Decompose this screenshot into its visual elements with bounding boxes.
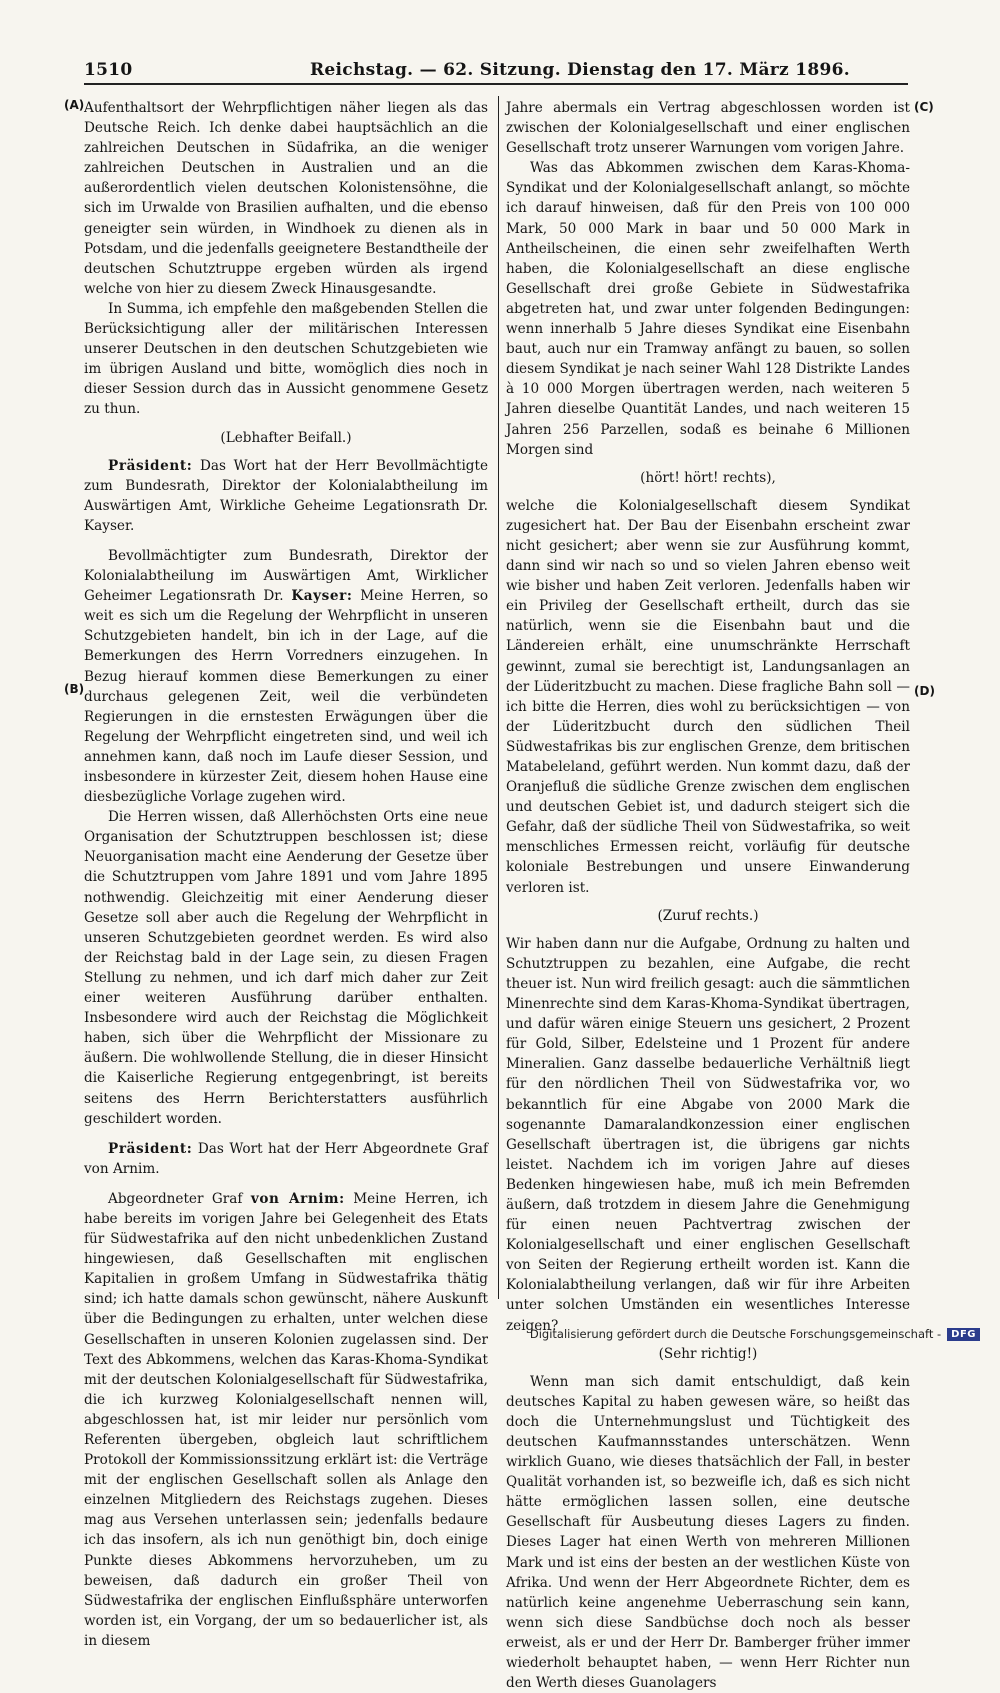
paragraph: Wir haben dann nur die Aufgabe, Ordnung zu halten und Schutztruppen zu bezahlen, eine Aufgabe, die recht theuer ist. Nun wird freilich gesagt: auch die sämmtlichen Minenrechte sind dem Karas-Khoma-Syndikat übertragen, und dafür wären einige Steuern uns gesichert, 2 Prozent für Gold, Silber, Edelsteine und 1 Prozent für andere Mineralien. Ganz dasselbe bedauerliche Verhältniß liegt für den nördlichen Theil von Südwestafrika vor, wo bekanntlich für eine Abgabe von 2000 Mark die sogenannte Damaralandkonzession einer englischen Gesellschaft übertragen ist, die übrigens gar nichts leistet. Nachdem ich im vorigen Jahre auf dieses Bedenken hingewiesen habe, muß ich mein Befremden äußern, daß trotzdem in diesem Jahre die Genehmigung für einen neuen Pachtvertrag zwischen der Kolonialgesellschaft und einer englischen Gesellschaft von Seiten der Regierung ertheilt worden ist. Kann die Kolonialabtheilung verlangen, daß wir für ihre Arbeiten unter solchen Umständen ein wesentliches Interesse zeigen? (506, 935, 910, 1334)
interjection-note: (hört! hört! rechts), (640, 469, 776, 486)
page-number: 1510 (84, 60, 133, 80)
paragraph: Wenn man sich damit entschuldigt, daß kein deutsches Kapital zu haben gewesen wäre, so heißt das doch die Unternehmungslust und Tüchtigkeit des deutschen Kaufmannsstandes unterschätzen. Wenn wirklich Guano, wie dieses thatsächlich der Fall, in bester Qualität vorhanden ist, so bezweifle ich, daß es sich nicht hätte ermöglichen lassen sollen, eine deutsche Gesellschaft für Ausbeutung dieses Lagers zu finden. Dieses Lager hat einen Werth von mehreren Millionen Mark und ist eins der besten an der westlichen Küste von Afrika. Und wenn der Herr Abgeordnete Richter, dem es natürlich keine angenehme Ueberraschung sein kann, wenn sich diese Sandbüchse doch noch als besser erweist, als er und der Herr Dr. Bamberger früher immer wiederholt behauptet haben, — wenn Herr Richter nun den Werth dieses Guanolagers (506, 1373, 910, 1692)
page-header (84, 56, 908, 82)
right-column (506, 98, 910, 1693)
speech-text: Meine Herren, ich habe bereits im vorigen Jahre bei Gelegenheit des Etats für Südwestafrika auf den nicht unbedenklichen Zustand hingewiesen, daß Gesellschaften mit englischen Kapitalien in großem Umfang in Südwestafrika thätig sind; ich hatte damals schon gewünscht, nähere Auskunft über die Bedingungen zu erhalten, unter welchen diese Gesellschaften in unseren Kolonien zugelassen sind. Der Text des Abkommens, welchen das Karas-Khoma-Syndikat mit der deutschen Kolonialgesellschaft für Südwestafrika, die ich kurzweg Kolonialgesellschaft nennen will, abgeschlossen hat, ist mir leider nur persönlich vom Referenten übergeben, obgleich laut schriftlichem Protokoll der Kommissionssitzung erklärt ist: die Verträge mit der englischen Gesellschaft sollen als Anlage den einzelnen Mitgliedern des Reichstags zugehen. Dieses mag aus Versehen unterlassen sein; jedenfalls bedaure ich das insofern, als ich nun genöthigt bin, doch einige Punkte dieses Abkommens hervorzuheben, um zu beweisen, daß dadurch ein großer Theil von Südwestafrika der englischen Einflußsphäre unterworfen worden ist, ein Vorgang, der um so bedauerlicher ist, als in diesem (84, 1190, 488, 1649)
margin-marker-c: (C) (914, 100, 934, 114)
speaker-name: Präsident: (108, 1140, 193, 1157)
margin-marker-d: (D) (914, 684, 935, 698)
speech-text: Meine Herren, so weit es sich um die Regelung der Wehrpflicht in unseren Schutzgebieten handelt, bin ich in der Lage, auf die Bemerkungen des Herrn Vorredners einzugehen. In Bezug hierauf kommen diese Bemerkungen zu einer durchaus gelegenen Zeit, weil die verbündeten Regierungen in die ernstesten Erwägungen über die Regelung der Wehrpflicht eingetreten sind, und weil ich annehmen kann, daß noch im Laufe dieser Session, und insbesondere in kürzester Zeit, diesem hohen Hause eine diesbezügliche Vorlage zugehen wird. (84, 588, 488, 806)
digitization-footer (530, 1324, 980, 1344)
speech-paragraph (84, 1139, 488, 1179)
interjection-note: (Zuruf rechts.) (657, 907, 759, 924)
applause-note: (Lebhafter Beifall.) (220, 429, 352, 446)
speaker-name: Präsident: (108, 457, 193, 474)
speaker-title: Abgeordneter Graf (108, 1190, 243, 1207)
speech-paragraph (84, 546, 488, 807)
paragraph: welche die Kolonialgesellschaft diesem Syndikat zugesichert hat. Der Bau der Eisenbahn erscheint zwar nicht gesichert; aber wenn sie zur Ausführung kommt, dann sind wir nach so und so vielen Jahren ebenso weit wie bisher und haben Zeit verloren. Jedenfalls haben wir ein Privileg der Gesellschaft ertheilt, durch das sie natürlich, wenn sie die Eisenbahn baut und die Ländereien erhält, eine unumschränkte Herrschaft gewinnt, zumal sie berechtigt ist, Landungsanlagen an der Lüderitzbucht zu machen. Diese fragliche Bahn soll — ich bitte die Herren, dies wohl zu berücksichtigen — von der Lüderitzbucht durch den südlichen Theil Südwestafrikas bis zur englischen Grenze, dem britischen Matabeleland, geführt werden. Nun kommt dazu, daß der Oranjefluß die südliche Grenze zwischen dem englischen und deutschen Gebiet ist, und dadurch steigert sich die Gefahr, daß der südliche Theil von Südwestafrika, so weit menschliches Ermessen reicht, vorläufig für deutsche koloniale Bestrebungen und unsere Einwanderung verloren ist. (506, 497, 910, 896)
left-column (84, 98, 488, 1651)
paragraph: Jahre abermals ein Vertrag abgeschlossen worden ist zwischen der Kolonialgesellschaft und einer englischen Gesellschaft trotz unserer Warnungen vom vorigen Jahre. (506, 100, 910, 157)
paragraph: Was das Abkommen zwischen dem Karas-Khoma-Syndikat und der Kolonialgesellschaft anlangt, so möchte ich darauf hinweisen, daß für den Preis von 100 000 Mark, 50 000 Mark in baar und 50 000 Mark in Antheilscheinen, die einen sehr zweifelhaften Werth haben, die Kolonialgesellschaft an diese englische Gesellschaft drei große Gebiete in Südwestafrika abgetreten hat, und zwar unter folgenden Bedingungen: wenn innerhalb 5 Jahre dieses Syndikat eine Eisenbahn baut, auch nur ein Tramway anfängt zu bauen, so sollen diesem Syndikat je nach seiner Wahl 128 Distrikte Landes à 10 000 Morgen übertragen werden, nach weiteren 5 Jahren dieselbe Quantität Landes, und nach weiteren 15 Jahren 256 Parzellen, sodaß es beinahe 6 Millionen Morgen sind (506, 160, 910, 458)
speech-paragraph (84, 456, 488, 536)
column-divider (498, 96, 499, 1299)
footer-text: Digitalisierung gefördert durch die Deutsche Forschungsgemeinschaft - (529, 1327, 942, 1341)
interjection-note: (Sehr richtig!) (658, 1345, 758, 1362)
speech-paragraph (84, 1189, 488, 1651)
paragraph: Aufenthaltsort der Wehrpflichtigen näher liegen als das Deutsche Reich. Ich denke dabei hauptsächlich an die zahlreichen Deutschen in Südafrika, an die weniger zahlreichen Deutschen in Australien und an die außerordentlich vielen deutschen Kolonistensöhne, die sich im Urwalde von Brasilien aufhalten, und die ebenso geneigter sein würden, in Windhoek zu dienen als in Potsdam, und die jedenfalls geeignetere Bestandtheile der deutschen Schutztruppe ergeben würden als irgend welche von hier zu diesem Zweck Hinausgesandte. (84, 100, 489, 297)
running-title: Reichstag. — 62. Sitzung. Dienstag den 17. März 1896. (310, 60, 850, 80)
speaker-title: Bevollmächtigter zum Bundesrath, Direktor der Kolonialabtheilung im Auswärtigen Amt, Wirklicher Geheimer Legationsrath Dr. (84, 547, 488, 605)
dfg-logo-icon: DFG (947, 1328, 980, 1341)
header-rule (84, 83, 908, 85)
paragraph: In Summa, ich empfehle den maßgebenden Stellen die Berücksichtigung aller der militärischen Interessen unserer Deutschen in den deutschen Schutzgebieten wie im übrigen Ausland und bitte, womöglich dies noch in dieser Session durch das in Aussicht genommene Gesetz zu thun. (84, 300, 488, 418)
speech-text: Das Wort hat der Herr Bevollmächtigte zum Bundesrath, Direktor der Kolonialabtheilung im Auswärtigen Amt, Wirkliche Geheime Legationsrath Dr. Kayser. (84, 457, 489, 534)
speech-text: Das Wort hat der Herr Abgeordnete Graf von Arnim. (84, 1140, 488, 1177)
speaker-name: von Arnim: (250, 1190, 345, 1207)
speaker-name: Kayser: (291, 588, 353, 605)
margin-marker-b: (B) (64, 682, 85, 696)
paragraph: Die Herren wissen, daß Allerhöchsten Orts eine neue Organisation der Schutztruppen beschlossen ist; diese Neuorganisation macht eine Aenderung der Gesetze über die Schutztruppen vom Jahre 1891 und vom Jahre 1895 nothwendig. Gleichzeitig mit einer Aenderung dieser Gesetze soll aber auch die Regelung der Wehrpflicht in unseren Schutzgebieten geordnet werden. Es wird also der Reichstag bald in der Lage sein, zu diesen Fragen Stellung zu nehmen, und ich darf mich daher zur Zeit einer weiteren Ausführung darüber enthalten. Insbesondere wird auch der Reichstag die Möglichkeit haben, sich über die Wehrpflicht der Missionare zu äußern. Die wohlwollende Stellung, die in dieser Hinsicht die Kaiserliche Regierung entgegenbringt, ist bereits seitens des Herrn Berichterstatters ausführlich geschildert worden. (84, 809, 488, 1127)
margin-marker-a: (A) (64, 98, 85, 112)
